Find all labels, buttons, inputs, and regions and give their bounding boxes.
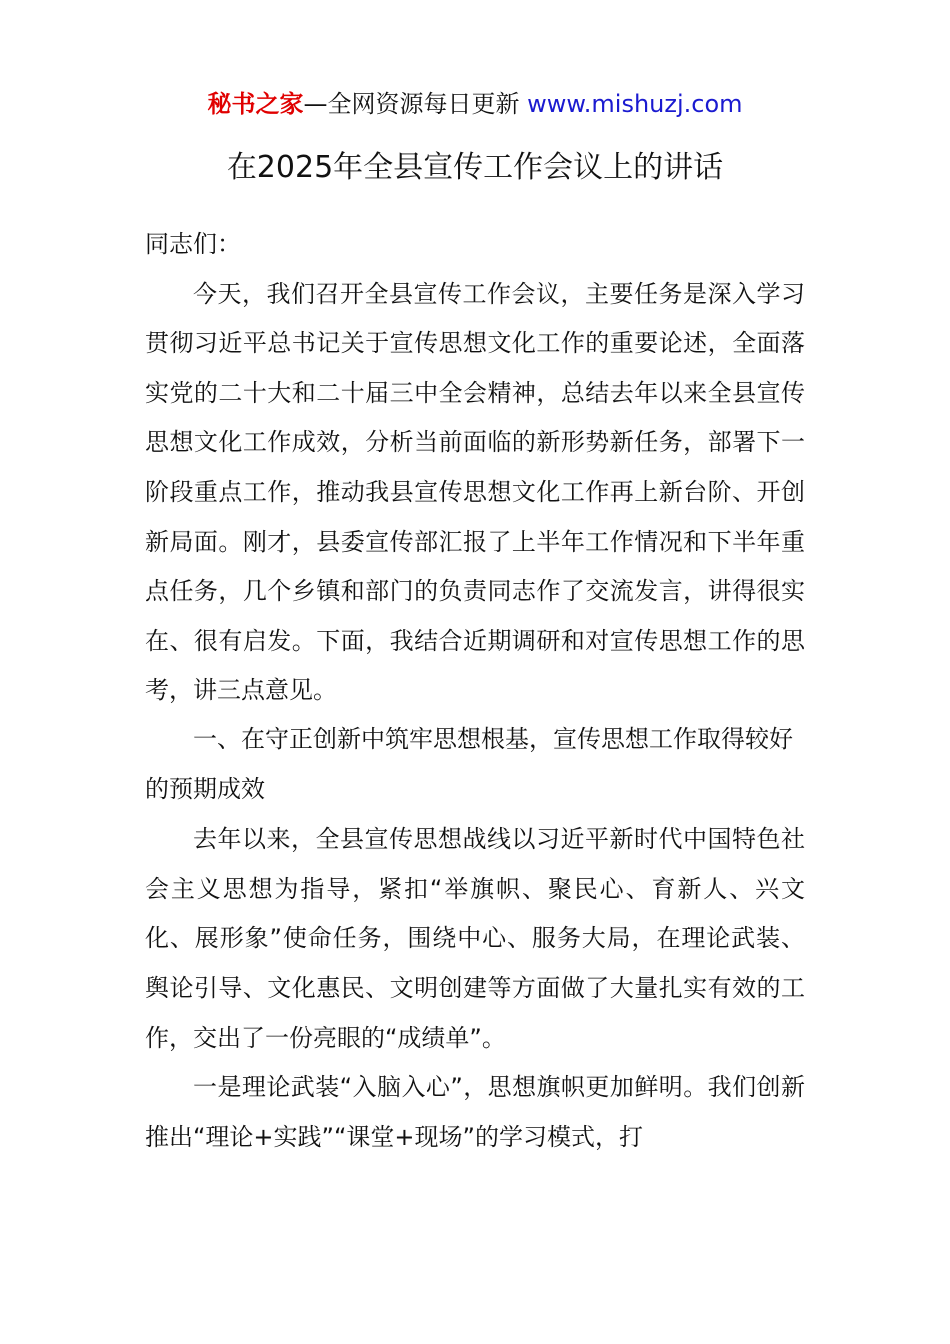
paragraph-theory: 一是理论武装“入脑入心”，思想旗帜更加鲜明。我们创新推出“理论+实践”“课堂+现场”的学习模式，打 (145, 1073, 805, 1151)
brand-name: 秘书之家 (207, 90, 304, 118)
document-title: 在2025年全县宣传工作会议上的讲话 (226, 150, 724, 185)
document-body (145, 220, 805, 1162)
section-heading-1: 一、在守正创新中筑牢思想根基，宣传思想工作取得较好的预期成效 (145, 726, 793, 803)
site-url-link[interactable]: www.mishuzj.com (527, 90, 743, 118)
paragraph-achievements: 去年以来，全县宣传思想战线以习近平新时代中国特色社会主义思想为指导，紧扣“举旗帜、聚民心、育新人、兴文化、展形象”使命任务，围绕中心、服务大局，在理论武装、舆论引导、文化惠民、文明创建等方面做了大量扎实有效的工作，交出了一份亮眼的“成绩单”。 (145, 825, 805, 1052)
site-header (0, 86, 950, 122)
greeting: 同志们： (145, 230, 241, 258)
paragraph-intro: 今天，我们召开全县宣传工作会议，主要任务是深入学习贯彻习近平总书记关于宣传思想文化工作的重要论述，全面落实党的二十大和二十届三中全会精神，总结去年以来全县宣传思想文化工作成效，分析当前面临的新形势新任务，部署下一阶段重点工作，推动我县宣传思想文化工作再上新台阶、开创新局面。刚才，县委宣传部汇报了上半年工作情况和下半年重点任务，几个乡镇和部门的负责同志作了交流发言，讲得很实在、很有启发。下面，我结合近期调研和对宣传思想工作的思考，讲三点意见。 (145, 279, 805, 705)
site-tagline: —全网资源每日更新 (303, 90, 520, 118)
